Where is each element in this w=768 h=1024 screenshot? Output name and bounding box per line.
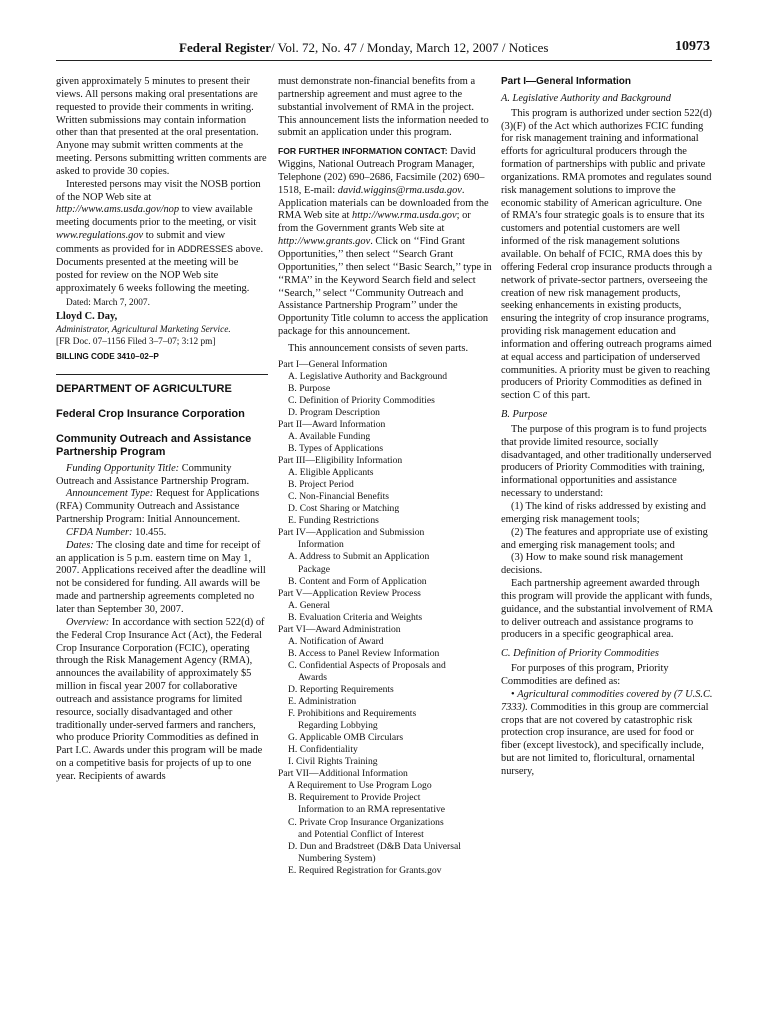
paragraph: given approximately 5 minutes to present their views. All persons making oral presentations are requested to provide their comments in writing. Written submissions may contain information other than that presented at the oral presentation. Anyone may submit written comments at the meeting. Persons submitting written comments are asked to provide 30 copies.	[56, 76, 267, 177]
page-number: 10973	[675, 39, 710, 54]
label: Announcement Type:	[66, 488, 154, 500]
paragraph	[56, 540, 268, 617]
subject-heading: Community Outreach and Assistance Partnership Program	[56, 432, 252, 458]
toc-item: Part III—Eligibility Information	[278, 455, 403, 467]
issue-info: / Vol. 72, No. 47 / Monday, March 12, 2007 / Notices	[271, 40, 549, 55]
rma-link[interactable]: http://www.rma.usda.gov	[352, 210, 457, 222]
email-link[interactable]: david.wiggins@rma.usda.gov	[337, 184, 462, 196]
section-heading: A. Legislative Authority and Background	[501, 92, 671, 104]
paragraph: This program is authorized under section 522(d)(3)(F) of the Act which authorizes FCIC funding for risk management training and informational efforts for agricultural producers through the formation of partnerships with public and private organizations. RMA promotes and regulates sound risk management solutions to improve the economic stability of American agriculture. One of RMA’s four strategic goals is to ensure that its customers and potential customers are well informed of the risk management solutions available. On behalf of FCIC, RMA does this by offering Federal crop insurance products through a network of private-sector partners, overseeing the creation of new risk management products, seeking enhancements in existing products, ensuring the integrity of crop insurance programs, providing risk management education and information and offering outreach programs aimed at equal access and participation of underserved communities. A priority must be given to reaching producers of Priority Commodities as defined in section C of this part.	[501, 107, 713, 402]
toc-item: B. Project Period	[288, 479, 354, 491]
column-1	[56, 76, 268, 784]
toc-item: B. Purpose	[288, 382, 331, 394]
text: . Application materials can be downloaded from the RMA Web site at	[278, 184, 489, 222]
text: ; or from the Government grants Web site at	[278, 210, 471, 235]
toc-item: D. Cost Sharing or Matching	[288, 503, 400, 515]
journal-name: Federal Register	[179, 40, 272, 55]
toc-item: Part VII—Additional Information	[278, 768, 408, 780]
toc-item: Part I—General Information	[278, 358, 388, 370]
text: Interested persons may visit the NOSB portion of the NOP Web site at	[56, 178, 261, 203]
toc-item: Part II—Award Information	[278, 418, 386, 430]
toc-item: C. Confidential Aspects of Proposals and	[288, 659, 446, 671]
section-heading: C. Definition of Priority Commodities	[501, 648, 659, 660]
toc-item: A. Eligible Applicants	[288, 467, 374, 479]
text: to view available meeting documents prior to the meeting, or visit	[56, 204, 257, 229]
text: to submit and view comments as provided for in	[56, 230, 226, 255]
text: David Wiggins, National Outreach Program Manager, Telephone (202) 690–2686, Facsimile (202) 690–1518, E-mail:	[278, 146, 485, 196]
regulations-link[interactable]: www.regulations.gov	[56, 230, 144, 242]
contact-paragraph	[278, 145, 492, 339]
toc-item: Part V—Application Review Process	[278, 587, 421, 599]
agency-heading: Federal Crop Insurance Corporation	[56, 407, 245, 420]
paragraph	[56, 179, 268, 296]
toc-item: C. Definition of Priority Commodities	[288, 394, 435, 406]
toc-item: and Potential Conflict of Interest	[298, 828, 424, 840]
toc-item: I. Civil Rights Training	[288, 756, 378, 768]
toc-item: Numbering System)	[298, 852, 376, 864]
toc-item: A. Address to Submit an Application	[288, 551, 430, 563]
toc-item: E. Funding Restrictions	[288, 515, 379, 527]
toc-item: D. Program Description	[288, 406, 380, 418]
toc-item: A Requirement to Use Program Logo	[288, 780, 432, 792]
toc-item: B. Content and Form of Application	[288, 575, 427, 587]
toc-item: Awards	[298, 671, 327, 683]
text: In accordance with section 522(d) of the Federal Crop Insurance Act (Act), the Federal Crop Insurance Corporation (FCIC), operating through the Risk Management Agency (RMA), announces the availability of approximately $5 million in fiscal year 2007 for collaborative outreach and assistance programs for limited resource, socially disadvantaged and other traditionally under-served farmers and ranchers, who produce Priority Commodities as defined in Part I.C. Awards under this program will be made on a competitive basis for projects of up to one year. Recipients of awards	[56, 616, 265, 782]
paragraph: This announcement consists of seven parts.	[288, 342, 469, 354]
list-item: (2) The features and appropriate use of existing and emerging risk management tools; and	[501, 526, 708, 551]
toc-item: F. Prohibitions and Requirements	[288, 708, 417, 720]
toc-item: B. Evaluation Criteria and Weights	[288, 611, 423, 623]
toc-item: E. Administration	[288, 696, 357, 708]
paragraph	[56, 463, 268, 489]
toc-item: A. Notification of Award	[288, 635, 384, 647]
text: 10.455.	[132, 526, 167, 538]
billing-code: BILLING CODE 3410–02–P	[56, 352, 159, 362]
running-head-text	[179, 40, 548, 56]
running-header	[56, 38, 712, 61]
paragraph: must demonstrate non-financial benefits from a partnership agreement and must agree to the substantial involvement of RMA in the project. This announcement lists the information needed to submit an application under this program.	[278, 76, 489, 139]
toc-item: D. Reporting Requirements	[288, 683, 394, 695]
table-of-contents	[278, 359, 492, 877]
toc-item: A. Available Funding	[288, 431, 371, 442]
column-2	[278, 76, 492, 877]
text: Request for Applications (RFA) Community Outreach and Assistance Partnership Program: Initial Announcement.	[56, 488, 260, 526]
label: Dates:	[66, 539, 94, 551]
toc-item: Information to an RMA representative	[298, 804, 446, 816]
label: Funding Opportunity Title:	[66, 462, 180, 474]
signer-name: Lloyd C. Day,	[56, 311, 118, 323]
nop-link[interactable]: http://www.ams.usda.gov/nop	[56, 204, 180, 216]
text: . Click on ‘‘Find Grant Opportunities,’’ then select ‘‘Search Grant Opportunities,’’ then select ‘‘Basic Search,’’ type in ‘‘RMA’’ in the Keyword Search field and select ‘‘Search,’’ select ‘‘Community Outreach and Assistance Partnership Program’’ under the Opportunity Title column to access the application package for this announcement.	[278, 236, 492, 338]
paragraph	[56, 527, 268, 540]
text: Community Outreach and Assistance Partnership Program.	[56, 462, 250, 487]
text: above. Documents presented at the meeting will be posted for review on the NOP Web site approximately 6 weeks following the meeting.	[56, 243, 264, 294]
column-3	[501, 76, 713, 779]
toc-item: B. Access to Panel Review Information	[288, 647, 440, 659]
toc-item: A. Legislative Authority and Background	[288, 370, 448, 382]
toc-item: E. Required Registration for Grants.gov	[288, 864, 442, 876]
toc-item: A. General	[288, 599, 331, 611]
paragraph	[56, 617, 268, 784]
toc-item: Package	[298, 563, 330, 575]
label: Overview:	[66, 616, 110, 628]
paragraph: Each partnership agreement awarded through this program will provide the applicant with funds, guidance, and the substantial involvement of RMA to deliver outreach and assistance programs to producers in a specific geographical area.	[501, 578, 713, 641]
signer-title: Administrator, Agricultural Marketing Service.	[56, 325, 231, 336]
label: CFDA Number:	[66, 526, 133, 538]
list-item: (1) The kind of risks addressed by existing and emerging risk management tools;	[501, 501, 706, 525]
addresses-ref: ADDRESSES	[177, 243, 234, 254]
dated-line: Dated: March 7, 2007.	[66, 298, 150, 309]
part-heading: Part I—General Information	[501, 76, 632, 87]
toc-item: Regarding Lobbying	[298, 720, 378, 732]
toc-item: C. Non-Financial Benefits	[288, 491, 389, 503]
toc-item: Part VI—Award Administration	[278, 623, 401, 635]
toc-item: G. Applicable OMB Circulars	[288, 732, 404, 744]
toc-item: Information	[298, 539, 344, 551]
section-heading: B. Purpose	[501, 409, 548, 421]
paragraph: The purpose of this program is to fund projects that provide limited resource, socially disadvantaged, and other traditionally underserved producers of Priority Commodities with training, informational opportunities and assistance necessary to understand:	[501, 423, 712, 500]
bullet-icon: •	[511, 688, 515, 700]
toc-item: D. Dun and Bradstreet (D&B Data Universal	[288, 840, 461, 852]
toc-item: H. Confidentiality	[288, 744, 358, 756]
fr-doc-line: [FR Doc. 07–1156 Filed 3–7–07; 3:12 pm]	[56, 337, 216, 348]
toc-item: C. Private Crop Insurance Organizations	[288, 816, 444, 828]
label: Agricultural commodities covered by (7 U.S.C. 7333).	[501, 688, 713, 713]
list-item: (3) How to make sound risk management decisions.	[501, 552, 683, 577]
paragraph	[56, 488, 268, 527]
paragraph: For purposes of this program, Priority Commodities are defined as:	[501, 663, 669, 687]
bullet-item	[501, 689, 713, 779]
grants-link[interactable]: http://www.grants.gov	[278, 236, 371, 248]
text: Commodities in this group are commercial crops that are not covered by catastrophic risk protection crop insurance, are used for food or fiber (except livestock), and specifically include, but are not limited to, floricultural, ornamental nursery,	[501, 701, 709, 777]
text: The closing date and time for receipt of an application is 5 p.m. eastern time on May 1, 2007. Applications received after the deadline will not be considered for funding. All awards will be made and partnership agreements completed no later than September 30, 2007.	[56, 539, 266, 615]
toc-item: B. Requirement to Provide Project	[288, 792, 421, 804]
toc-item: B. Types of Applications	[288, 443, 384, 455]
toc-item: Part IV—Application and Submission	[278, 527, 425, 539]
contact-label: FOR FURTHER INFORMATION CONTACT:	[278, 146, 448, 157]
department-heading: DEPARTMENT OF AGRICULTURE	[56, 374, 268, 396]
